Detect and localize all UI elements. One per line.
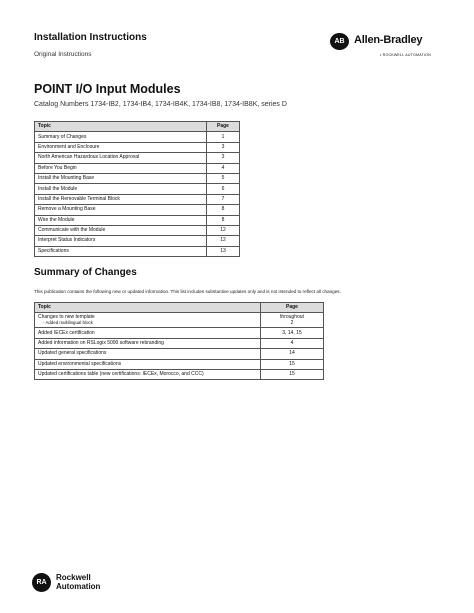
table-row (35, 328, 324, 338)
toc-topic: Before You Begin (35, 163, 207, 173)
table-row (35, 142, 240, 152)
table-row (35, 349, 324, 359)
allen-bradley-logo (330, 33, 450, 57)
rockwell-wordmark (56, 574, 100, 591)
toc-page: 13 (207, 246, 240, 256)
rockwell-automation-logo (32, 573, 132, 593)
table-row (35, 163, 240, 173)
change-page: 14 (261, 349, 324, 359)
toc-page: 12 (207, 225, 240, 235)
toc-page: 8 (207, 215, 240, 225)
toc-page: 5 (207, 173, 240, 183)
table-row (35, 205, 240, 215)
toc-topic: North American Hazardous Location Approval (35, 153, 207, 163)
table-of-contents (34, 121, 240, 257)
toc-page: 7 (207, 194, 240, 204)
change-page: 15 (261, 369, 324, 379)
table-row (35, 132, 240, 142)
toc-topic: Install the Mounting Base (35, 173, 207, 183)
toc-page: 3 (207, 153, 240, 163)
toc-topic: Wire the Module (35, 215, 207, 225)
rockwell-line1: Rockwell (56, 573, 91, 582)
toc-topic: Install the Removable Terminal Block (35, 194, 207, 204)
change-subtopic: - Added multilingual block (43, 320, 93, 326)
toc-page: 6 (207, 184, 240, 194)
toc-col-page: Page (207, 122, 240, 132)
toc-topic: Interpret Status Indicators (35, 236, 207, 246)
change-page: 15 (261, 359, 324, 369)
toc-page: 3 (207, 142, 240, 152)
table-row (35, 369, 324, 379)
toc-body (35, 132, 240, 257)
table-row (35, 153, 240, 163)
change-subpage: 2 (290, 320, 294, 327)
table-row (35, 225, 240, 235)
changes-col-topic: Topic (35, 303, 261, 313)
table-row (35, 236, 240, 246)
ab-badge-icon: AB (330, 33, 349, 50)
original-instructions-label: Original Instructions (34, 51, 92, 58)
change-topic-text: Changes to new template (38, 314, 95, 321)
toc-page: 1 (207, 132, 240, 142)
changes-body (35, 313, 324, 380)
changes-table (34, 302, 324, 380)
changes-col-page: Page (261, 303, 324, 313)
summary-heading: Summary of Changes (34, 267, 137, 278)
toc-topic: Specifications (35, 246, 207, 256)
toc-topic: Remove a Mounting Base (35, 205, 207, 215)
toc-page: 4 (207, 163, 240, 173)
ra-badge-icon: RA (32, 573, 51, 592)
table-row (35, 359, 324, 369)
change-topic: Added IECEx certification (35, 328, 261, 338)
toc-topic: Communicate with the Module (35, 225, 207, 235)
toc-page: 12 (207, 236, 240, 246)
table-row (35, 194, 240, 204)
change-page (261, 313, 324, 328)
change-topic (35, 313, 261, 328)
change-topic: Updated environmental specifications (35, 359, 261, 369)
table-row (35, 338, 324, 348)
table-row (35, 246, 240, 256)
toc-topic: Environment and Enclosure (35, 142, 207, 152)
change-page-text: throughout (280, 314, 304, 321)
table-row (35, 184, 240, 194)
brand-tagline: • ROCKWELL AUTOMATION (380, 53, 431, 57)
toc-page: 8 (207, 205, 240, 215)
change-topic: Updated certifications table (new certifications: IECEx, Morocco, and CCC) (35, 369, 261, 379)
table-row (35, 313, 324, 328)
brand-name: Allen-Bradley (354, 34, 423, 46)
rockwell-line2: Automation (56, 581, 101, 591)
toc-topic: Summary of Changes (35, 132, 207, 142)
changes-header-row (35, 303, 324, 313)
summary-intro: This publication contains the following new or updated information. This list includes substantive updates only and is not intended to reflect all changes. (34, 289, 341, 294)
change-page: 3, 14, 15 (261, 328, 324, 338)
toc-header-row (35, 122, 240, 132)
toc-col-topic: Topic (35, 122, 207, 132)
change-page: 4 (261, 338, 324, 348)
change-topic: Added information on RSLogix 5000 software rebranding (35, 338, 261, 348)
table-row (35, 173, 240, 183)
toc-topic: Install the Module (35, 184, 207, 194)
doc-type-label: Installation Instructions (34, 32, 147, 43)
table-row (35, 215, 240, 225)
catalog-numbers: Catalog Numbers 1734-IB2, 1734-IB4, 1734-IB4K, 1734-IB8, 1734-IB8K, series D (34, 101, 287, 108)
change-topic: Updated general specifications (35, 349, 261, 359)
page-title: POINT I/O Input Modules (34, 82, 181, 96)
